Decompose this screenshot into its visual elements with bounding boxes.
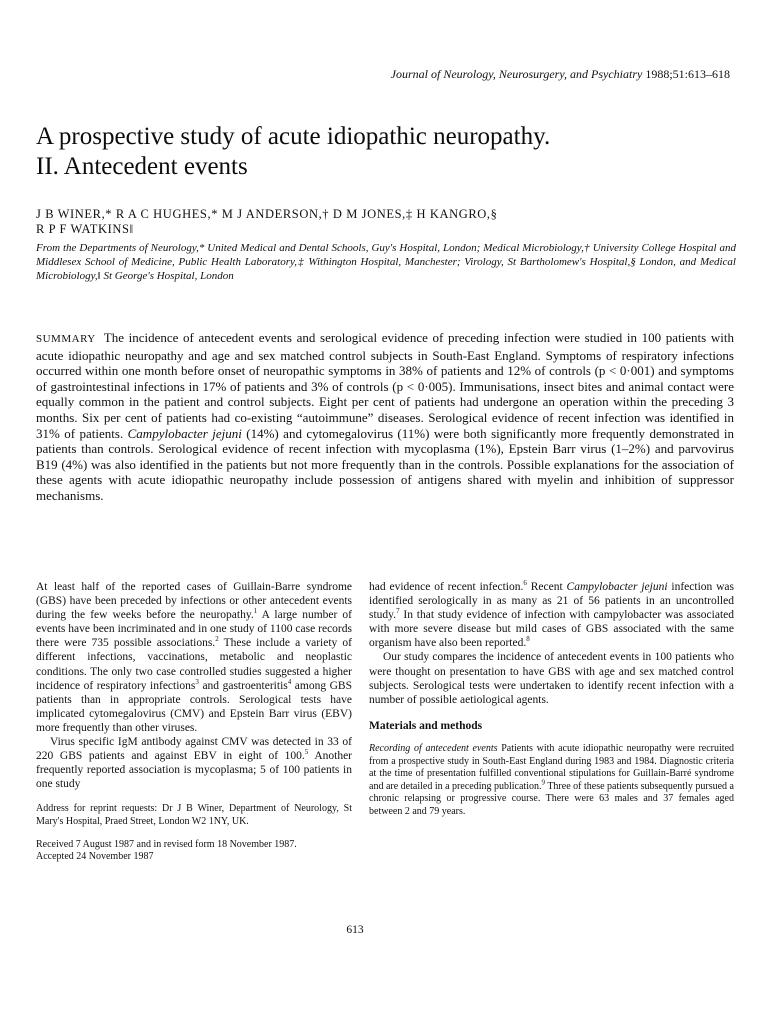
summary-organism: Campylobacter jejuni — [127, 425, 242, 441]
received-dates — [36, 839, 352, 864]
author-list — [36, 207, 736, 237]
methods-paragraph — [369, 743, 734, 819]
ref-9: 9 — [541, 778, 545, 787]
ref-3: 3 — [195, 677, 199, 686]
summary-text-2: (14%) and cytomegalovirus (11%) were both significantly more frequently demonstrated in patients than controls. Serological evidence of recent infection with mycoplasma (1%), Epstein Barr virus (1–2%) and parvovirus B19 (4%) was also identified in the patients but not more frequently than in the controls. Possible explanations for the association of these agents with acute idiopathic neuropathy include possession of antigens shared with myelin and inhibition of suppressor mechanisms. — [36, 425, 735, 503]
right-paragraph-1 — [369, 580, 734, 650]
text-span: Another frequently reported association is mycoplasma; 5 of 100 patients in one study — [36, 750, 352, 791]
ref-2: 2 — [215, 635, 219, 644]
summary-text-1: The incidence of antecedent events and serological evidence of preceding infection were studied in 100 patients with acute idiopathic neuropathy and age and sex matched control subjects in South-East England. Symptoms of respiratory infections occurred within one month before onset of neuropathic symptoms in 38% of patients and 12% of controls (p < 0·001) and symptoms of gastrointestinal infections in 17% of patients and 3% of controls (p < 0·005). Immunisations, insect bites and animal contact were equally common in the patient and control subjects. Eight per cent of patients had undergone an operation within the preceding 3 months. Six per cent of patients had co-existing “autoimmune” diseases. Serological evidence of recent infection was identified in 31% of patients. — [36, 330, 734, 441]
authors-line-2: R P F WATKINS‖ — [36, 222, 134, 236]
text-span: A large number of events have been incriminated and in one study of 1100 case records there were 735 possible associations. — [36, 609, 352, 650]
reprint-address: Address for reprint requests: Dr J B Winer, Department of Neurology, St Mary's Hospital, Praed Street, London W2 1NY, UK. — [36, 803, 352, 827]
journal-header — [270, 67, 730, 82]
article-title — [36, 122, 736, 182]
right-paragraph-2: Our study compares the incidence of antecedent events in 100 patients who were thought on presentation to have GBS with age and sex matched control subjects. Serological tests were undertaken to identify recent infection with a number of possible aetiological agents. — [369, 651, 734, 706]
ref-6: 6 — [523, 579, 527, 588]
ref-5: 5 — [304, 748, 309, 757]
title-line-2: II. Antecedent events — [36, 153, 248, 180]
text-span: among GBS patients than in appropriate controls. Serological tests have implicated cytomegalovirus (CMV) and Epstein Barr virus (EBV) more frequently than other viruses. — [36, 679, 353, 734]
ref-7: 7 — [396, 607, 400, 616]
right-column — [369, 580, 734, 819]
runin-heading: Recording of antecedent events — [369, 742, 498, 754]
text-span: In that study evidence of infection with campylobacter was associated with more severe disease but mild cases of GBS associated with the same organism have also been reported. — [369, 609, 734, 650]
text-span: Patients with acute idiopathic neuropathy were recruited from a prospective study in South-East England during 1983 and 1984. Diagnostic criteria at the time of presentation fulfilled conventional stipulations for Guillain-Barré syndrome and are detailed in a preceding publication. — [369, 742, 735, 792]
ref-4: 4 — [287, 677, 292, 686]
left-paragraph-1 — [36, 580, 352, 735]
left-column — [36, 580, 352, 864]
journal-year-ref: 1988;51:613–618 — [645, 67, 730, 81]
summary-label: SUMMARY — [36, 333, 96, 345]
text-span: At least half of the reported cases of Guillain-Barre syndrome (GBS) have been preceded by infections or other antecedent events during the few weeks before the neuropathy. — [36, 581, 352, 622]
section-heading: Materials and methods — [369, 719, 483, 732]
text-span: infection was identified serologically in as many as 21 of 56 patients in an uncontrolled study. — [369, 581, 735, 622]
page-number: 613 — [346, 924, 364, 936]
authors-line-1: J B WINER,* R A C HUGHES,* M J ANDERSON,† D M JONES,‡ H KANGRO,§ — [36, 207, 498, 221]
left-paragraph-2 — [36, 735, 352, 791]
ref-8: 8 — [526, 635, 530, 644]
text-span: Virus specific IgM antibody against CMV was detected in 33 of 220 GBS patients and against EBV in eight of 100. — [36, 736, 352, 763]
organism-name: Campylobacter jejuni — [566, 581, 668, 593]
text-span: and gastroenteritis — [202, 679, 288, 692]
accepted-line: Accepted 24 November 1987 — [36, 851, 154, 863]
summary-abstract — [36, 330, 734, 504]
title-line-1: A prospective study of acute idiopathic neuropathy. — [36, 123, 551, 150]
text-span: Recent — [530, 581, 563, 593]
affiliations: From the Departments of Neurology,* United Medical and Dental Schools, Guy's Hospital, London; Medical Microbiology,† University College Hospital and Middlesex School of Medicine, Public Health Laboratory,‡ Withington Hospital, Manchester; Virology, St Bartholomew's Hospital,§ London, and Medical Microbiology,‖ St George's Hospital, London — [36, 242, 736, 282]
received-line: Received 7 August 1987 and in revised form 18 November 1987. — [36, 838, 297, 850]
journal-name: Journal of Neurology, Neurosurgery, and Psychiatry — [390, 67, 643, 81]
text-span: had evidence of recent infection. — [369, 581, 524, 593]
text-span: Three of these patients subsequently pursued a chronic relapsing or progressive course. There were 63 males and 37 females aged between 2 and 79 years. — [369, 780, 734, 817]
text-span: These include a variety of different infections, vaccinations, metabolic and neoplastic conditions. The only two case controlled studies suggested a higher incidence of respiratory infections — [36, 637, 352, 692]
ref-1: 1 — [253, 607, 258, 616]
